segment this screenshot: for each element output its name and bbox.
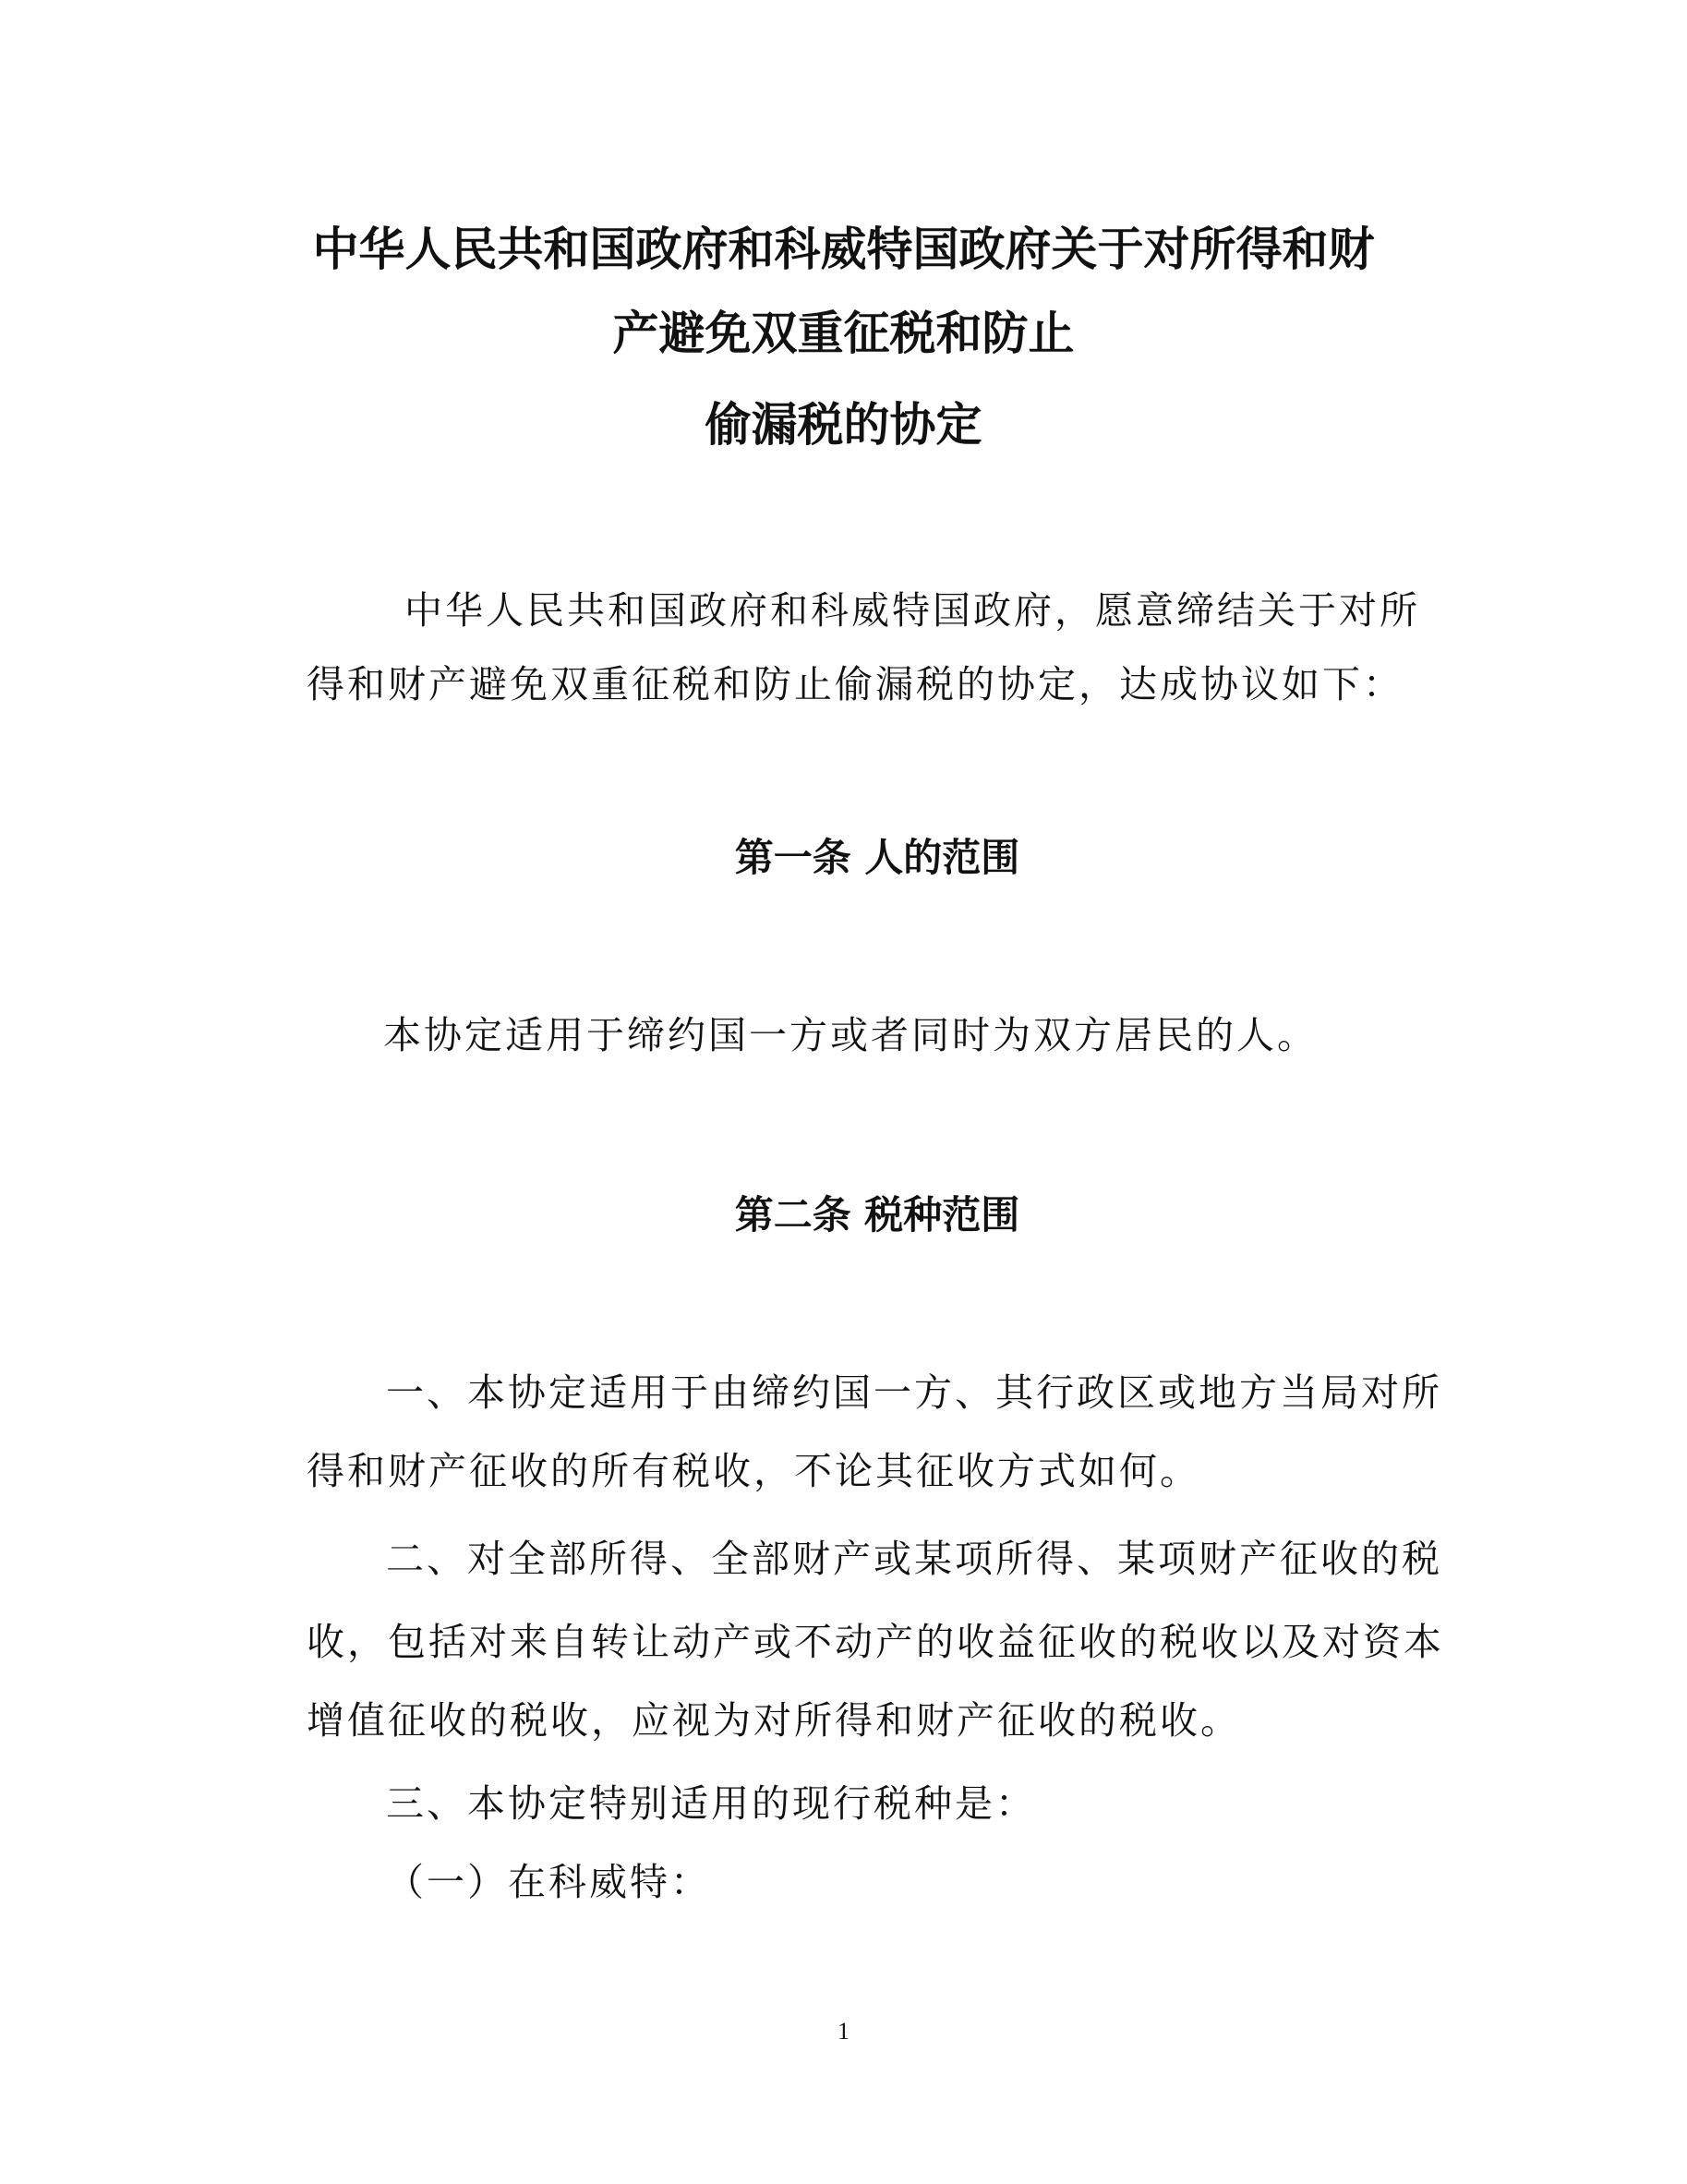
article-2-line-3: 二、对全部所得、全部财产或某项所得、某项财产征收的税 <box>386 1537 1442 1581</box>
article-2-line-6: 三、本协定特别适用的现行税种是： <box>386 1781 1036 1826</box>
article-2-line-1: 一、本协定适用于由缔约国一方、其行政区或地方当局对所 <box>386 1370 1442 1415</box>
article-2-heading: 第二条 税种范围 <box>734 1192 1020 1237</box>
document-title-line-2: 产避免双重征税和防止 <box>612 307 1075 360</box>
article-2-line-4: 收，包括对来自转让动产或不动产的收益征收的税收以及对资本 <box>307 1620 1444 1664</box>
article-1-line-1: 本协定适用于缔约国一方或者同时为双方居民的人。 <box>383 1013 1318 1057</box>
preamble-line-2: 得和财产避免双重征税和防止偷漏税的协定，达成协议如下： <box>307 662 1404 706</box>
document-title-line-3: 偷漏税的协定 <box>705 398 982 452</box>
document-title-line-1: 中华人民共和国政府和科威特国政府关于对所得和财 <box>312 223 1375 276</box>
article-2-line-2: 得和财产征收的所有税收，不论其征收方式如何。 <box>307 1449 1200 1493</box>
article-2-line-5: 增值征收的税收，应视为对所得和财产征收的税收。 <box>307 1698 1241 1743</box>
page-number: 1 <box>837 2018 850 2045</box>
article-1-heading: 第一条 人的范围 <box>734 835 1020 880</box>
preamble-line-1: 中华人民共和国政府和科威特国政府，愿意缔结关于对所 <box>404 588 1420 633</box>
article-2-line-7: （一）在科威特： <box>386 1860 711 1904</box>
